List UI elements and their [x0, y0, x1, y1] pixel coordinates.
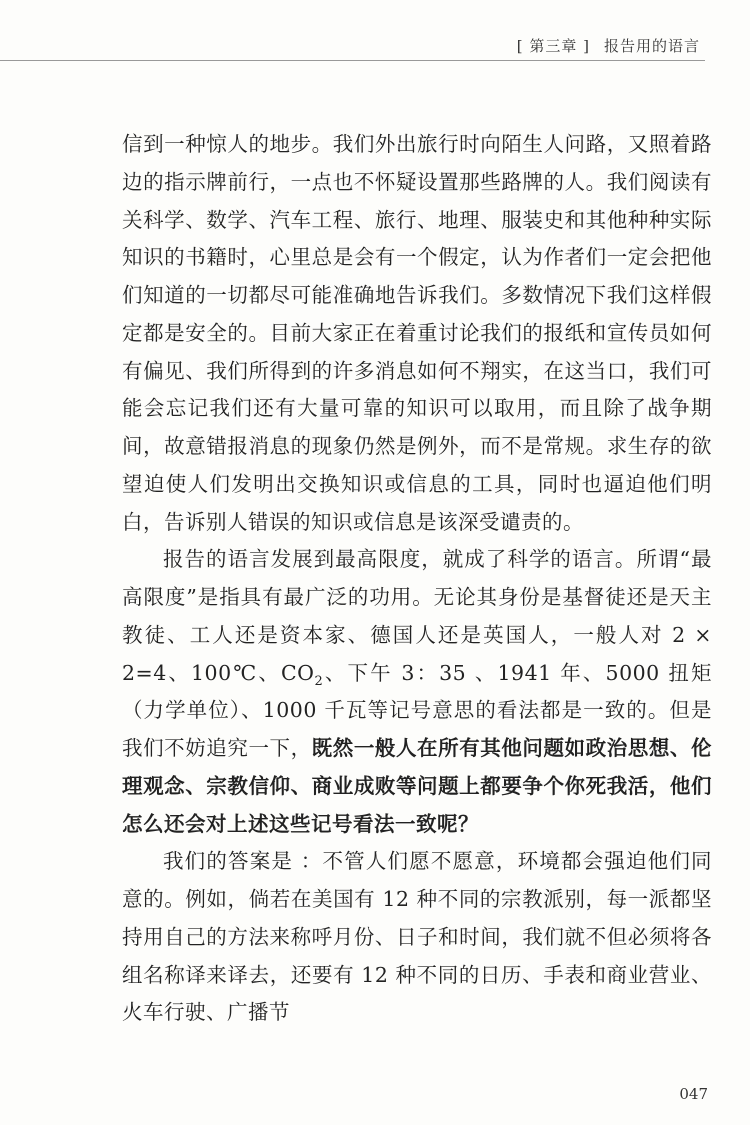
running-head: [517, 35, 700, 56]
header-rule: [0, 60, 705, 61]
paragraph-2: [122, 541, 712, 843]
page-number: 047: [679, 1085, 708, 1103]
chapter-label: [ 第三章 ]: [516, 37, 590, 55]
paragraph-2-subscript: 2: [314, 673, 324, 689]
body-text: [122, 126, 712, 1032]
paragraph-1: 信到一种惊人的地步。我们外出旅行时向陌生人问路，又照着路边的指示牌前行，一点也不怀疑设置那些路牌的人。我们阅读有关科学、数学、汽车工程、旅行、地理、服装史和其他种种实际知识的书籍时，心里总是会有一个假定，认为作者们一定会把他们知道的一切都尽可能准确地告诉我们。多数情况下我们这样假定都是安全的。目前大家正在着重讨论我们的报纸和宣传员如何有偏见、我们所得到的许多消息如何不翔实，在这当口，我们可能会忘记我们还有大量可靠的知识可以取用，而且除了战争期间，故意错报消息的现象仍然是例外，而不是常规。求生存的欲望迫使人们发明出交换知识或信息的工具，同时也逼迫他们明白，告诉别人错误的知识或信息是该深受谴责的。: [122, 132, 712, 534]
chapter-title: 报告用的语言: [603, 37, 700, 55]
paragraph-2-text-b: 、下午 3：35 、1941 年、5000 扭矩（力学单位）、1000 千瓦等记号意思的看法都是一致的。但是我们不妨追究一下，: [122, 660, 712, 760]
paragraph-2-bold-question: 既然一般人在所有其他问题如政治思想、伦理观念、宗教信仰、商业成败等问题上都要争个你死我活，他们怎么还会对上述这些记号看法一致呢？: [122, 736, 713, 836]
paragraph-2-text-a: 报告的语言发展到最高限度，就成了科学的语言。所谓“最高限度”是指具有最广泛的功用。无论其身份是基督徒还是天主教徒、工人还是资本家、德国人还是英国人，一般人对 2 × 2=4、100℃、CO: [122, 547, 712, 685]
paragraph-3: 我们的答案是 ：不管人们愿不愿意，环境都会强迫他们同意的。例如，倘若在美国有 12 种不同的宗教派别，每一派都坚持用自己的方法来称呼月份、日子和时间，我们就不但必须将各组名称译来译去，还要有 12 种不同的日历、手表和商业营业、火车行驶、广播节: [122, 849, 712, 1025]
